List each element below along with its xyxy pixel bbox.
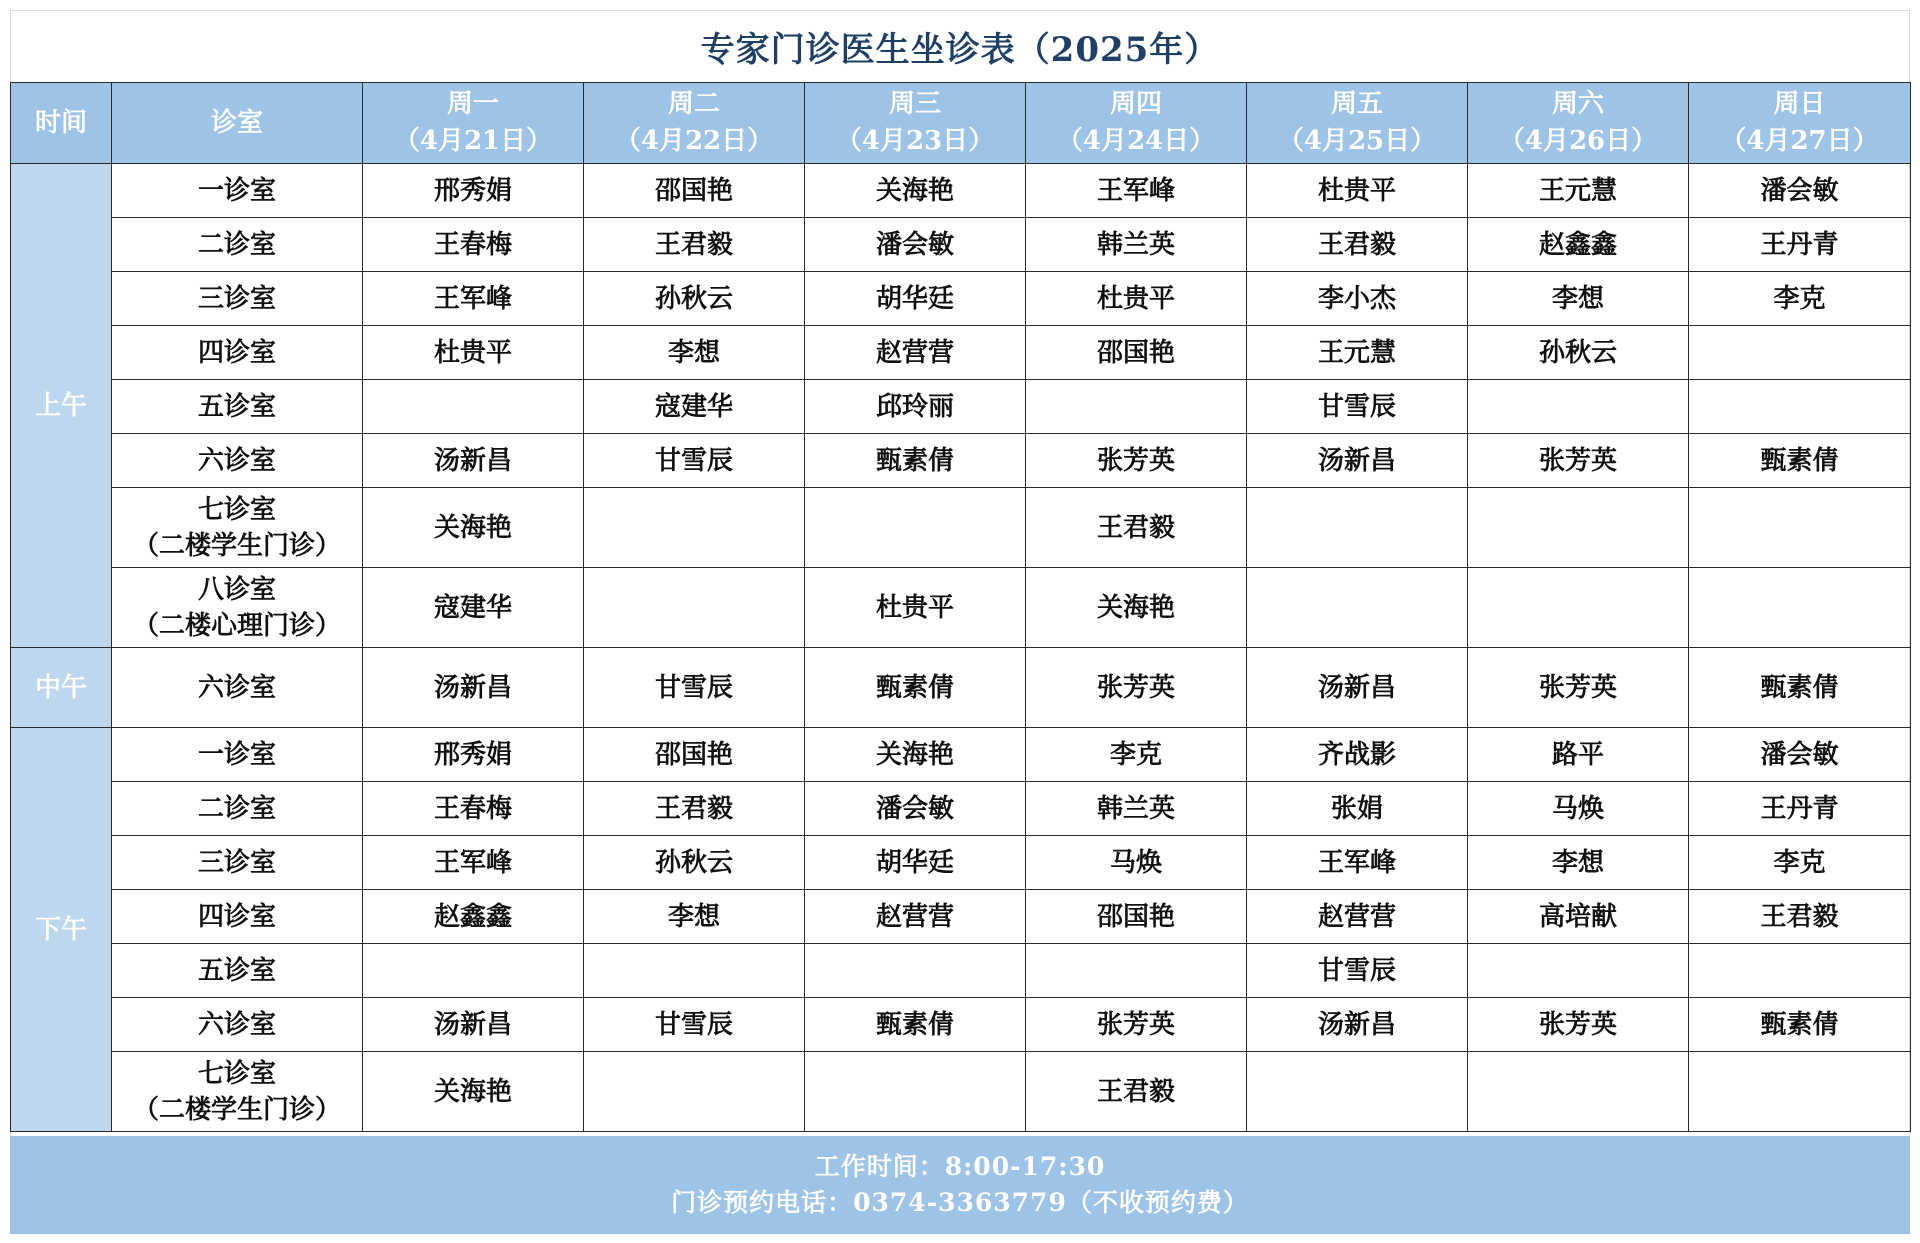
doctor-cell (1247, 568, 1468, 648)
doctor-cell: 王君毅 (1026, 488, 1247, 568)
doctor-cell (1689, 568, 1911, 648)
doctor-cell: 关海艳 (805, 164, 1026, 218)
doctor-cell (584, 1052, 805, 1132)
schedule-row (11, 434, 1911, 488)
doctor-cell (1468, 488, 1689, 568)
doctor-cell (1689, 1052, 1911, 1132)
doctor-cell (584, 568, 805, 648)
day-name: 周三 (888, 89, 941, 119)
room-name: 三诊室 (197, 847, 276, 878)
room-name: 七诊室 (197, 1058, 276, 1089)
room-name: 七诊室 (197, 494, 276, 525)
doctor-cell: 赵营营 (805, 890, 1026, 944)
doctor-cell: 关海艳 (363, 1052, 584, 1132)
doctor-cell: 杜贵平 (805, 568, 1026, 648)
doctor-cell: 孙秋云 (584, 836, 805, 890)
header-day (1026, 83, 1247, 164)
room-name: 二诊室 (197, 229, 276, 260)
doctor-cell: 赵营营 (805, 326, 1026, 380)
doctor-cell: 邵国艳 (1026, 890, 1247, 944)
day-date: （4月27日） (1720, 126, 1879, 156)
doctor-cell: 王君毅 (584, 218, 805, 272)
schedule-row (11, 998, 1911, 1052)
schedule-row (11, 836, 1911, 890)
doctor-cell: 寇建华 (363, 568, 584, 648)
doctor-cell: 赵鑫鑫 (363, 890, 584, 944)
room-cell (112, 998, 363, 1052)
doctor-cell: 邵国艳 (584, 728, 805, 782)
doctor-cell: 张芳英 (1468, 434, 1689, 488)
doctor-cell: 寇建华 (584, 380, 805, 434)
doctor-cell: 张芳英 (1026, 434, 1247, 488)
doctor-cell: 王君毅 (1026, 1052, 1247, 1132)
doctor-cell (1468, 944, 1689, 998)
doctor-cell: 甘雪辰 (1247, 944, 1468, 998)
doctor-cell (805, 1052, 1026, 1132)
header-time: 时间 (11, 83, 112, 164)
doctor-cell: 关海艳 (363, 488, 584, 568)
doctor-cell: 邵国艳 (584, 164, 805, 218)
doctor-cell: 路平 (1468, 728, 1689, 782)
day-date: （4月25日） (1277, 126, 1437, 156)
doctor-cell: 王丹青 (1689, 218, 1911, 272)
day-date: （4月23日） (835, 126, 995, 156)
room-note: （二楼学生门诊） (132, 530, 341, 561)
doctor-cell (1689, 326, 1911, 380)
schedule-row (11, 648, 1911, 728)
doctor-cell: 邵国艳 (1026, 326, 1247, 380)
room-name: 八诊室 (197, 574, 276, 605)
doctor-cell (363, 944, 584, 998)
doctor-cell: 潘会敏 (805, 218, 1026, 272)
room-cell (112, 568, 363, 648)
doctor-cell (584, 944, 805, 998)
doctor-cell: 潘会敏 (1689, 728, 1911, 782)
footer-info (10, 1136, 1910, 1234)
header-day (1247, 83, 1468, 164)
day-date: （4月21日） (393, 126, 553, 156)
schedule-row (11, 944, 1911, 998)
doctor-cell: 张芳英 (1468, 648, 1689, 728)
doctor-cell: 汤新昌 (363, 648, 584, 728)
doctor-cell (1468, 1052, 1689, 1132)
room-name: 二诊室 (197, 793, 276, 824)
doctor-cell: 汤新昌 (1247, 434, 1468, 488)
doctor-cell: 张娟 (1247, 782, 1468, 836)
room-cell (112, 380, 363, 434)
room-cell (112, 434, 363, 488)
schedule-row (11, 890, 1911, 944)
doctor-cell: 李想 (1468, 272, 1689, 326)
room-name: 一诊室 (197, 739, 276, 770)
doctor-cell: 张芳英 (1026, 648, 1247, 728)
doctor-cell: 甄素倩 (1689, 998, 1911, 1052)
day-name: 周一 (446, 89, 499, 119)
doctor-cell: 韩兰英 (1026, 782, 1247, 836)
doctor-cell (1247, 1052, 1468, 1132)
doctor-cell: 王元慧 (1247, 326, 1468, 380)
appointment-phone: 门诊预约电话：0374-3363779（不收预约费） (671, 1188, 1249, 1217)
doctor-cell (1689, 380, 1911, 434)
doctor-cell: 潘会敏 (805, 782, 1026, 836)
schedule-table (10, 82, 1911, 1132)
room-cell (112, 218, 363, 272)
doctor-cell: 关海艳 (1026, 568, 1247, 648)
day-name: 周五 (1330, 89, 1383, 119)
header-day (1468, 83, 1689, 164)
schedule-row (11, 1052, 1911, 1132)
doctor-cell: 汤新昌 (363, 998, 584, 1052)
doctor-cell: 汤新昌 (1247, 998, 1468, 1052)
doctor-cell: 孙秋云 (1468, 326, 1689, 380)
doctor-cell: 李小杰 (1247, 272, 1468, 326)
doctor-cell: 汤新昌 (363, 434, 584, 488)
schedule-row (11, 782, 1911, 836)
room-cell (112, 836, 363, 890)
day-name: 周四 (1109, 89, 1162, 119)
doctor-cell: 潘会敏 (1689, 164, 1911, 218)
doctor-cell (1026, 380, 1247, 434)
room-cell (112, 164, 363, 218)
room-name: 六诊室 (197, 1009, 276, 1040)
period-label-noon: 中午 (11, 648, 112, 728)
room-name: 一诊室 (197, 175, 276, 206)
doctor-cell (1247, 488, 1468, 568)
room-cell (112, 326, 363, 380)
doctor-cell: 王军峰 (363, 836, 584, 890)
doctor-cell: 李想 (1468, 836, 1689, 890)
doctor-cell: 甘雪辰 (584, 648, 805, 728)
schedule-row (11, 380, 1911, 434)
period-label-morning: 上午 (11, 164, 112, 648)
day-name: 周二 (667, 89, 720, 119)
day-date: （4月26日） (1498, 126, 1658, 156)
room-name: 四诊室 (197, 337, 276, 368)
doctor-cell: 胡华廷 (805, 836, 1026, 890)
day-date: （4月24日） (1056, 126, 1216, 156)
room-name: 六诊室 (197, 445, 276, 476)
doctor-cell: 王春梅 (363, 218, 584, 272)
working-hours: 工作时间：8:00-17:30 (814, 1152, 1106, 1181)
header-room: 诊室 (112, 83, 363, 164)
day-date: （4月22日） (614, 126, 774, 156)
room-cell (112, 272, 363, 326)
doctor-cell: 甄素倩 (805, 648, 1026, 728)
room-name: 三诊室 (197, 283, 276, 314)
doctor-cell (805, 488, 1026, 568)
doctor-cell: 邢秀娟 (363, 164, 584, 218)
room-cell (112, 728, 363, 782)
schedule-row (11, 218, 1911, 272)
doctor-cell: 杜贵平 (1026, 272, 1247, 326)
doctor-cell: 李想 (584, 326, 805, 380)
period-label-afternoon: 下午 (11, 728, 112, 1132)
room-name: 六诊室 (197, 672, 276, 703)
doctor-cell: 王元慧 (1468, 164, 1689, 218)
doctor-cell (1689, 944, 1911, 998)
doctor-cell: 马焕 (1026, 836, 1247, 890)
doctor-cell: 王军峰 (1026, 164, 1247, 218)
schedule-row (11, 568, 1911, 648)
doctor-cell: 王君毅 (584, 782, 805, 836)
room-note: （二楼学生门诊） (132, 1094, 341, 1125)
schedule-row (11, 728, 1911, 782)
room-note: （二楼心理门诊） (132, 610, 341, 641)
day-name: 周日 (1773, 89, 1826, 119)
room-cell (112, 944, 363, 998)
header-day (1689, 83, 1911, 164)
doctor-cell: 甄素倩 (805, 434, 1026, 488)
doctor-cell: 甘雪辰 (584, 998, 805, 1052)
doctor-cell: 甘雪辰 (1247, 380, 1468, 434)
doctor-cell (1026, 944, 1247, 998)
doctor-cell: 甄素倩 (805, 998, 1026, 1052)
doctor-cell: 张芳英 (1026, 998, 1247, 1052)
schedule-row (11, 164, 1911, 218)
doctor-cell: 王丹青 (1689, 782, 1911, 836)
header-day (805, 83, 1026, 164)
doctor-cell: 齐战影 (1247, 728, 1468, 782)
doctor-cell (805, 944, 1026, 998)
header-row (11, 83, 1911, 164)
doctor-cell: 邢秀娟 (363, 728, 584, 782)
room-cell (112, 488, 363, 568)
doctor-cell: 李想 (584, 890, 805, 944)
doctor-cell: 杜贵平 (1247, 164, 1468, 218)
doctor-cell: 李克 (1026, 728, 1247, 782)
doctor-cell: 邱玲丽 (805, 380, 1026, 434)
header-day (363, 83, 584, 164)
header-day (584, 83, 805, 164)
doctor-cell: 赵营营 (1247, 890, 1468, 944)
doctor-cell (363, 380, 584, 434)
doctor-cell: 关海艳 (805, 728, 1026, 782)
schedule-row (11, 326, 1911, 380)
doctor-cell: 汤新昌 (1247, 648, 1468, 728)
doctor-cell: 甘雪辰 (584, 434, 805, 488)
doctor-cell: 杜贵平 (363, 326, 584, 380)
doctor-cell (1468, 568, 1689, 648)
doctor-cell: 韩兰英 (1026, 218, 1247, 272)
doctor-cell: 王春梅 (363, 782, 584, 836)
doctor-cell: 王军峰 (363, 272, 584, 326)
room-cell (112, 782, 363, 836)
schedule-row (11, 272, 1911, 326)
doctor-cell (584, 488, 805, 568)
doctor-cell: 张芳英 (1468, 998, 1689, 1052)
doctor-cell: 王军峰 (1247, 836, 1468, 890)
doctor-cell: 马焕 (1468, 782, 1689, 836)
room-name: 五诊室 (197, 955, 276, 986)
doctor-cell: 李克 (1689, 272, 1911, 326)
room-name: 五诊室 (197, 391, 276, 422)
room-name: 四诊室 (197, 901, 276, 932)
doctor-cell: 王君毅 (1247, 218, 1468, 272)
doctor-cell: 甄素倩 (1689, 648, 1911, 728)
schedule-row (11, 488, 1911, 568)
doctor-cell (1689, 488, 1911, 568)
room-cell (112, 648, 363, 728)
room-cell (112, 890, 363, 944)
doctor-cell: 孙秋云 (584, 272, 805, 326)
doctor-cell: 高培献 (1468, 890, 1689, 944)
room-cell (112, 1052, 363, 1132)
doctor-cell: 王君毅 (1689, 890, 1911, 944)
doctor-cell: 李克 (1689, 836, 1911, 890)
day-name: 周六 (1551, 89, 1604, 119)
page-title: 专家门诊医生坐诊表（2025年） (700, 29, 1220, 70)
doctor-cell: 甄素倩 (1689, 434, 1911, 488)
doctor-cell: 赵鑫鑫 (1468, 218, 1689, 272)
doctor-cell (1468, 380, 1689, 434)
doctor-cell: 胡华廷 (805, 272, 1026, 326)
